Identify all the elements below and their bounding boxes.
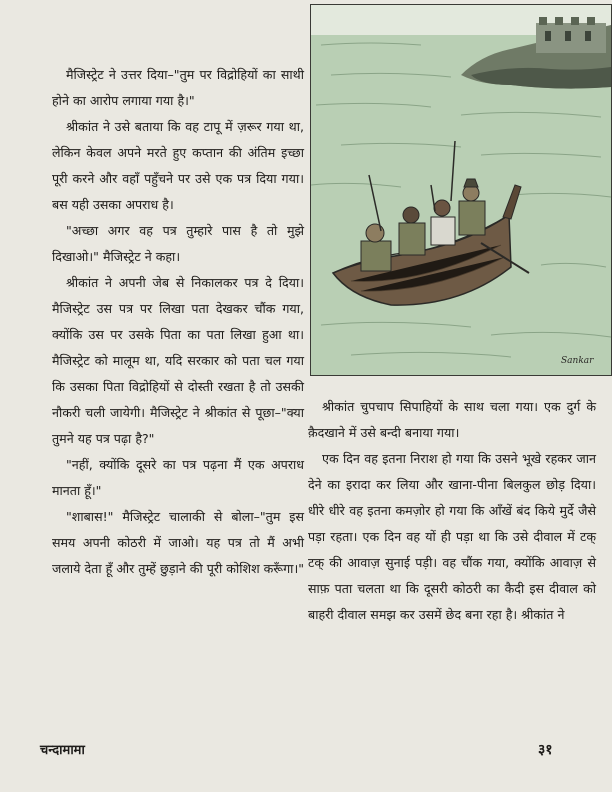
left-text-column [52,62,304,582]
artist-signature: Sankar [561,356,594,366]
page-number: ३१ [538,742,553,758]
boat-scene-drawing [311,5,611,375]
magazine-name: चन्दामामा [40,743,85,758]
paragraph: एक दिन वह इतना निराश हो गया कि उसने भूखे रहकर जान देने का इरादा कर लिया और खाना-पीना बिलकुल छोड़ दिया। धीरे धीरे वह इतना कमज़ोर हो गया कि आँखें बंद किये मुर्दे जैसे पड़ा रहता। एक दिन वह यों ही पड़ा था कि उसे दीवाल में टक् टक् की आवाज़ सुनाई पड़ी। वह चौंक गया, क्योंकि आवाज़ से साफ़ पता चलता था कि दूसरी कोठरी का कैदी इस दीवाल को बाहरी दीवाल समझ कर उसमें छेद बना रहा है। श्रीकांत ने [308,451,596,622]
paragraph: श्रीकांत ने उसे बताया कि वह टापू में ज़रूर गया था, लेकिन केवल अपने मरते हुए कप्तान की अंतिम इच्छा पूरी करने और वहाँ पहुँचने पर उसे एक पत्र दिया गया। बस यही उसका अपराध है। [52,119,304,212]
right-text-column [308,394,596,628]
paragraph: "शाबास!" मैजिस्ट्रेट चालाकी से बोला–"तुम इस समय अपनी कोठरी में जाओ। यह पत्र तो मैं अभी जलाये देता हूँ और तुम्हें छुड़ाने की पूरी कोशिश करूँगा।" [52,509,305,576]
paragraph: श्रीकांत चुपचाप सिपाहियों के साथ चला गया। एक दुर्ग के क़ैदखाने में उसे बन्दी बनाया गया। [308,399,596,440]
paragraph: श्रीकांत ने अपनी जेब से निकालकर पत्र दे दिया। मैजिस्ट्रेट उस पत्र पर लिखा पता देखकर चौंक गया, क्योंकि उस पर उसके पिता का पता लिखा हुआ था। मैजिस्ट्रेट को मालूम था, यदि सरकार को पता चल गया कि उसका पिता विद्रोहियों से दोस्ती रखता है तो उसकी नौकरी चली जायेगी। मैजिस्ट्रेट ने श्रीकांत से पूछा–"क्या तुमने यह पत्र पढ़ा है?" [52,275,304,446]
story-illustration [310,4,612,376]
paragraph: "नहीं, क्योंकि दूसरे का पत्र पढ़ना मैं एक अपराध मानता हूँ।" [52,457,304,498]
paragraph: मैजिस्ट्रेट ने उत्तर दिया–"तुम पर विद्रोहियों का साथी होने का आरोप लगाया गया है।" [52,67,304,108]
paragraph: "अच्छा अगर वह पत्र तुम्हारे पास है तो मुझे दिखाओ।" मैजिस्ट्रेट ने कहा। [52,223,304,264]
